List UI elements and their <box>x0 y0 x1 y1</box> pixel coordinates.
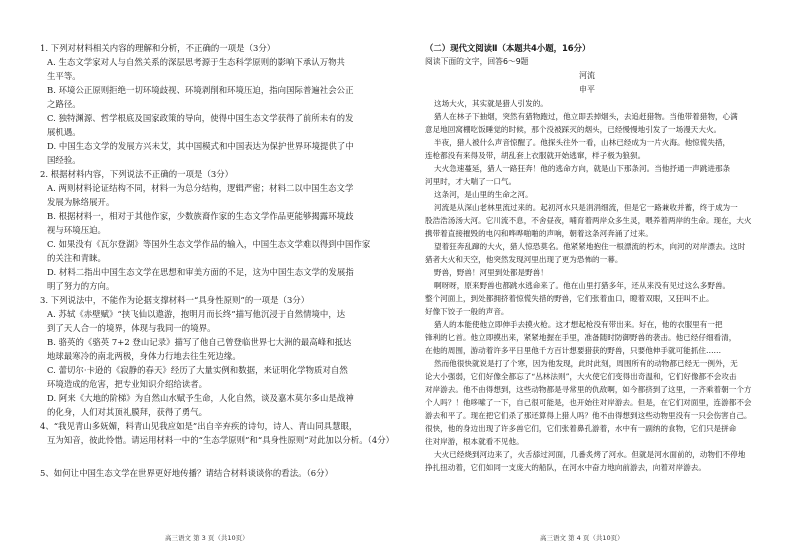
story-paragraph-line: 个人吗？！他哆嗦了一下，自己很可能是，也开始往对岸游去。但是，在它们对面里，连游都不会 <box>425 398 752 407</box>
page-footer-left: 高三语文 第 3 页（共10页） <box>165 534 249 542</box>
q2-option-line: D. 材料二指出中国生态文学在思想和审美方面的不足，这为中国生态文学的发展指 <box>47 267 354 277</box>
story-paragraph-line: 啊呀呀，原来野兽也都跳水逃命来了。他在山里打猎多年，还从来没有见过这么多野兽。 <box>434 281 731 290</box>
story-paragraph-line: 锋利的匕首。他立即摸出来，紧紧地握在手里，准备随时防御野兽的袭击。他已经仔细看清， <box>425 333 737 342</box>
story-paragraph-line: 往对岸游，根本就看不见他。 <box>425 437 524 446</box>
q3-option-line: B. 骆英的《骆英 7+2 登山记录》描写了他自己曾登临世界七大洲的最高峰和抵达 <box>47 337 352 347</box>
page-footer-right: 高三语文 第 4 页（共10页） <box>540 534 624 542</box>
q1-option-line: 国经验。 <box>47 155 81 165</box>
story-paragraph-line: 在他的周围，游动着许多平日里他千方百计想要猎获的野兽，只要他伸手就可能抓住…… <box>425 346 722 355</box>
story-paragraph-line: 野兽，野兽！河里到处都是野兽！ <box>434 268 548 277</box>
q1-option-line: 展机遇。 <box>47 127 81 137</box>
q2-option-line: 明了努力的方向。 <box>47 281 115 291</box>
instruction: 阅读下面的文字，回答6～9题 <box>425 57 529 66</box>
story-paragraph-line: 这场大火，其实就是猎人引发的。 <box>434 99 548 108</box>
q2-option-line: A. 两则材料论证结构不同，材料一为总分结构，逻辑严密；材料二以中国生态文学 <box>47 183 354 193</box>
q3-option-line: D. 阿来《大地的阶梯》为自然山水赋予生命，人化自然，谈及嘉木莫尔多山是战神 <box>47 393 354 403</box>
story-paragraph-line: 猎者大火和天空，他突然发现河里出现了更为恐怖的一幕。 <box>425 255 623 264</box>
story-paragraph-line: 猎人在林子下抽烟，突然有猎物跑过，他立即丢掉烟头，去追赶猎物。当他带着猎物，心满 <box>434 112 738 121</box>
story-paragraph-line: 半夜，猎人被什么声音惊醒了。他探头往外一看，山林已经成为一片火海。他惊慌失措， <box>434 138 731 147</box>
right-page <box>397 0 794 550</box>
q1-option-line: 生平等。 <box>47 71 81 81</box>
story-paragraph-line: 望着狂奔乱蹿的大火，猎人惊恐莫名。他紧紧地抱住一根漂流的朽木，向河的对岸漂去。这时 <box>434 242 746 251</box>
q3-option-line: C. 蕾切尔·卡逊的《寂静的春天》经历了大量实例和数据，来证明化学物质对自然 <box>47 365 348 375</box>
story-paragraph-line: 然而他很快就说是打了个寒，因为他发现，此时此刻，周围所有的动物都已经无一例外，无 <box>434 359 738 368</box>
story-paragraph-line: 连枪都没有来得及带，胡乱套上衣服就开始逃窜，样子极为狼狈。 <box>425 151 646 160</box>
story-paragraph-line: 论大小强弱，它们好像全都忘了“丛林法则”，大火使它们变得出奇温和，它们好像都不会攻击 <box>425 372 737 381</box>
q4-line: 4、“我见青山多妩媚，料青山见我应如是”出自辛弃疾的诗句，诗人、青山同具慧眼， <box>40 421 358 431</box>
story-paragraph-line: 游去和平了。现在把它们杀了那还算得上猎人吗？他不由得想到这些动物里没有一只会伤害自己。 <box>425 411 752 420</box>
story-paragraph-line: 河里时，才大喘了一口气。 <box>425 177 517 186</box>
q3-option-line: A. 苏轼《赤壁赋》“挟飞仙以遨游，抱明月而长终”描写他沉浸于自然情境中，达 <box>47 309 346 319</box>
story-author: 申平 <box>579 85 595 94</box>
q3-option-line: 到了天人合一的境界，体现与我同一的境界。 <box>47 323 216 333</box>
q4-line: 互为知音，彼此怜惜。请运用材料一中的“生态学原则”和“具身性原则”对此加以分析。（4分） <box>47 435 395 445</box>
q1-stem: 1. 下列对材料相关内容的理解和分析，不正确的一项是（3分） <box>40 43 276 53</box>
q3-option-line: 环境造成的危害，把专业知识介绍给读者。 <box>47 379 208 389</box>
q3-stem: 3. 下列说法中，不能作为论据支撑材料一“具身性原则”的一项是（3分） <box>40 295 310 305</box>
q2-stem: 2. 根据材料内容，下列说法不正确的一项是（3分） <box>40 169 234 179</box>
q2-option-line: 视与环境压迫。 <box>47 225 106 235</box>
story-paragraph-line: 对岸游去。他不由得想到，这些动物都是寻常里的仇敌啊，如今都挤到了这里，一齐乘着朝一个方 <box>425 385 752 394</box>
story-paragraph-line: 好像下饺子一般的声音。 <box>425 307 509 316</box>
story-paragraph-line: 股浩浩汤汤大河。它川流不息，不舍昼夜，哺育着两岸众多生灵，喂养着两岸的生命。现在，大火 <box>425 216 752 225</box>
story-title: 河流 <box>579 71 595 80</box>
story-paragraph-line: 意足地回窝棚吃饭睡觉的时候，那个没被踩灭的烟头，已经慢慢地引发了一场漫天大火。 <box>425 125 722 134</box>
story-paragraph-line: 携带着直接摧毁的电闪和哗哗啪啪的声响，朝着这条河奔涌了过来。 <box>425 229 653 238</box>
q1-option-line: B. 环境公正原则拒绝一切环境歧视、环境剥削和环境压迫，指向国际普遍社会公正 <box>47 85 354 95</box>
story-paragraph-line: 整个河面上，到处都拥挤着惊慌失措的野兽，它们张着血口，瞪着双眼，又狂叫不止。 <box>425 294 714 303</box>
q2-option-line: 的关注和青睐。 <box>47 253 106 263</box>
q2-option-line: B. 根据材料一，相对于其他作家，少数族裔作家的生态文学作品更能够揭露环境歧 <box>47 211 354 221</box>
q1-option-line: C. 独特渊源、哲学根底及国家政策的导向，使得中国生态文学获得了前所未有的发 <box>47 113 354 123</box>
q2-option-line: C. 如果没有《瓦尔登湖》等国外生态文学作品的输入，中国生态文学难以得到中国作家 <box>47 239 371 249</box>
q1-option-line: A. 生态文学家对人与自然关系的深层思考源于生态科学原则的影响下承认万物共 <box>47 57 345 67</box>
section-title: （二）现代文阅读Ⅱ（本题共4小题，16分） <box>425 43 591 53</box>
q5-stem: 5、如何让中国生态文学在世界更好地传播？请结合材料谈谈你的看法。（6分） <box>40 468 334 478</box>
story-paragraph-line: 很快，他的身边出现了许多兽它们，它们张着鼻孔游着，水中有一副纳的食物，它们只是拼命 <box>425 424 737 433</box>
story-paragraph-line: 大火急速蔓延，猎人一路狂奔！他的逃命方向，就是山下那条河。当他抒通一声跳进那条 <box>434 164 731 173</box>
story-paragraph-line: 大火已经烧到河边来了，火舌舔过河面，几番炙烤了河水。但就是河水面前的，动物们不停地 <box>434 450 746 459</box>
q2-option-line: 发展为脉络展开。 <box>47 197 115 207</box>
q3-option-line: 地球最寒冷的南北两极，身体力行地去往生死边缘。 <box>47 351 241 361</box>
story-paragraph-line: 河流是从深山老林里流过来的。起初河水只是涓涓细流，但是它一路兼收并蓄，终于成为一 <box>434 203 738 212</box>
q3-option-line: 的化身，人们对其顶礼膜拜，获得了勇气。 <box>47 407 208 417</box>
q1-option-line: 之路径。 <box>47 99 81 109</box>
story-paragraph-line: 挣扎扭动着，它们如同一支庞大的船队，在河水中奋力地向前游去，向着对岸游去。 <box>425 463 706 472</box>
story-paragraph-line: 猎人的本能使他立即伸手去摸火枪。这才想起枪没有带出来。好在，他的衣服里有一把 <box>434 320 723 329</box>
story-paragraph-line: 这条河，是山里的生命之河。 <box>434 190 533 199</box>
q1-option-line: D. 中国生态文学的发展方兴未艾，其中国模式和中国表达为保护世界环境提供了中 <box>47 141 354 151</box>
